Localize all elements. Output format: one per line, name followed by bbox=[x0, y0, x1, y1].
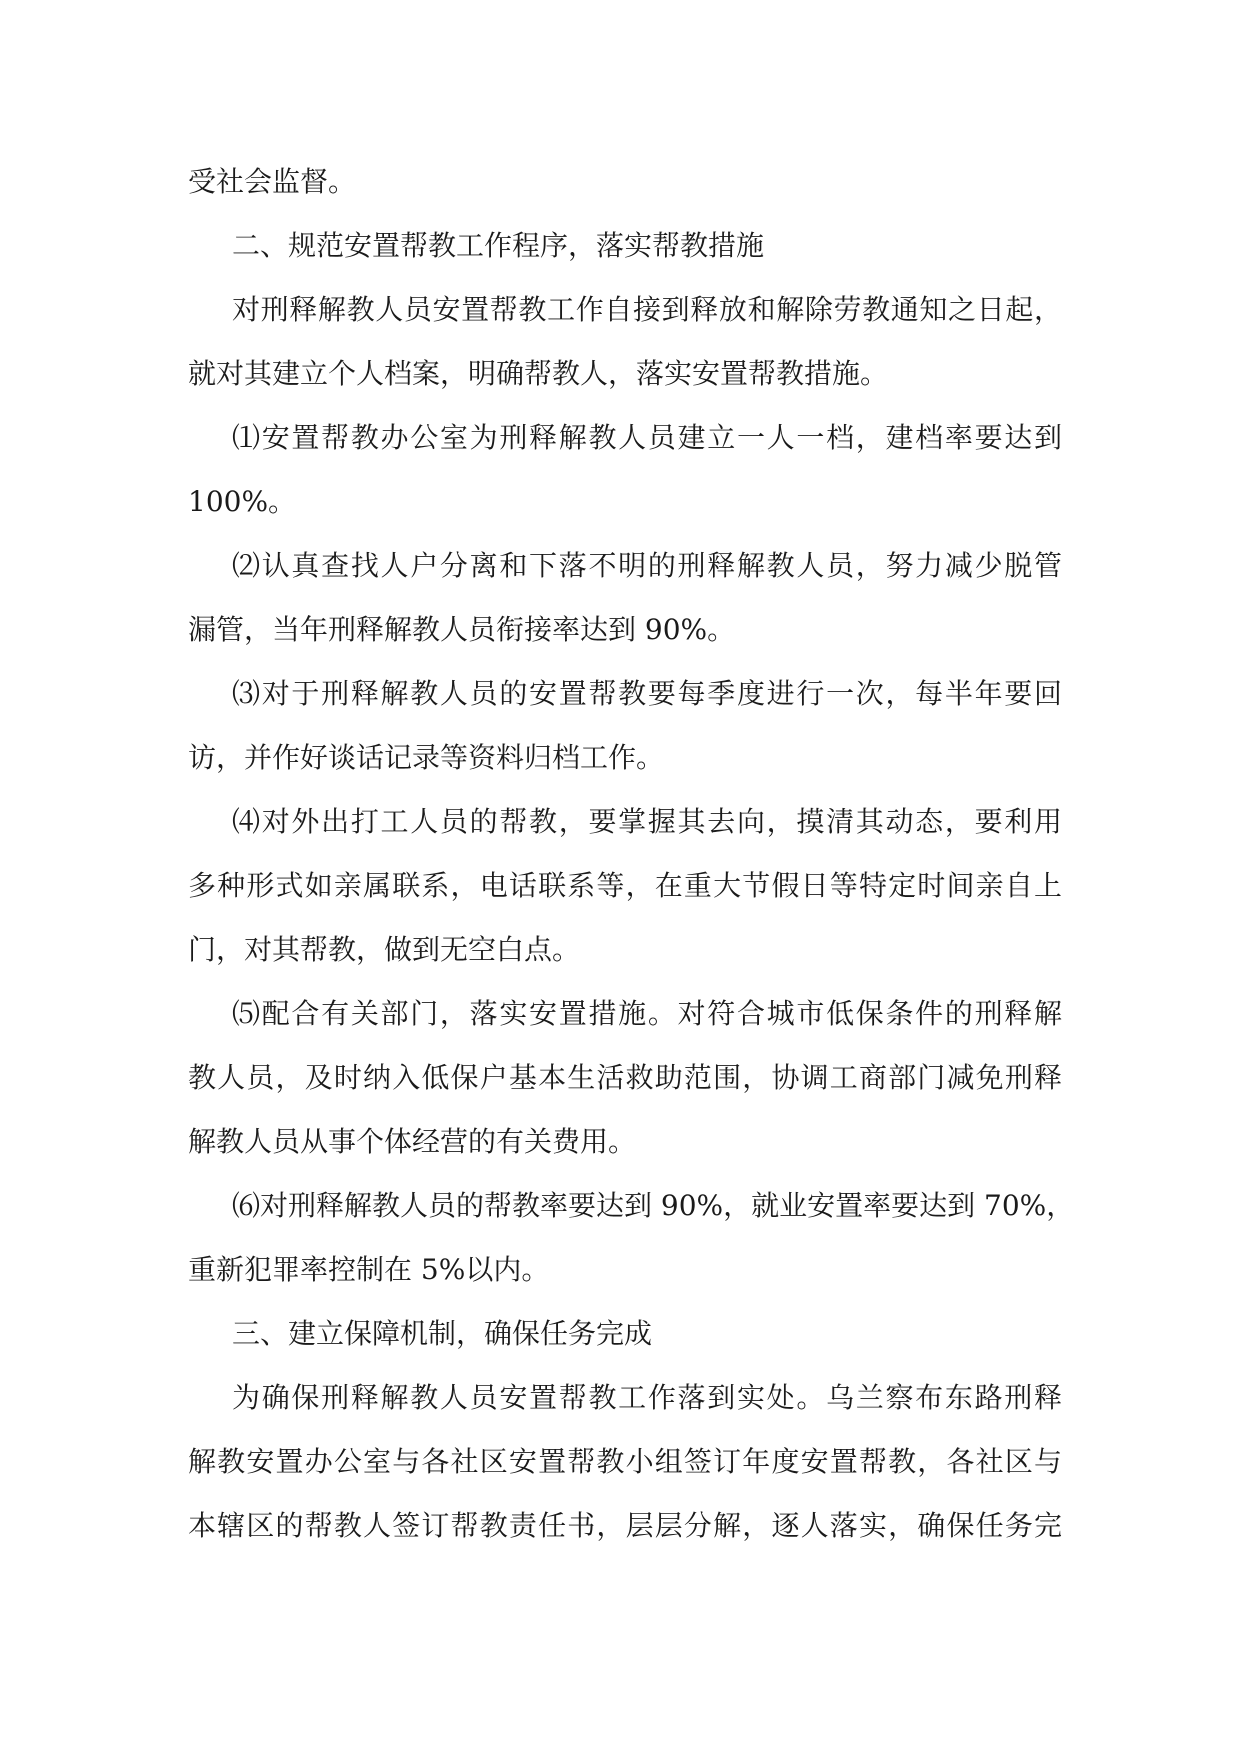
text-line: 本辖区的帮教人签订帮教责任书，层层分解，逐人落实，确保任务完 bbox=[188, 1509, 1062, 1542]
text-line: ⑴安置帮教办公室为刑释解教人员建立一人一档，建档率要达到 bbox=[232, 421, 1062, 454]
text-line: 重新犯罪率控制在 5%以内。 bbox=[188, 1253, 550, 1286]
text-line: 门，对其帮教，做到无空白点。 bbox=[188, 933, 581, 966]
text-line: 受社会监督。 bbox=[188, 165, 357, 198]
text-line: 对刑释解教人员安置帮教工作自接到释放和解除劳教通知之日起， bbox=[232, 293, 1062, 326]
text-line: 解教安置办公室与各社区安置帮教小组签订年度安置帮教，各社区与 bbox=[188, 1445, 1062, 1478]
document-body bbox=[188, 150, 1075, 1558]
text-line: 三、建立保障机制，确保任务完成 bbox=[232, 1317, 653, 1350]
text-line: 教人员，及时纳入低保户基本生活救助范围，协调工商部门减免刑释 bbox=[188, 1061, 1062, 1094]
text-line: 解教人员从事个体经营的有关费用。 bbox=[188, 1125, 637, 1158]
text-line: ⑹对刑释解教人员的帮教率要达到 90%，就业安置率要达到 70%， bbox=[232, 1189, 1075, 1222]
text-line: 访，并作好谈话记录等资料归档工作。 bbox=[188, 741, 665, 774]
text-line: ⑷对外出打工人员的帮教，要掌握其去向，摸清其动态，要利用 bbox=[232, 805, 1062, 838]
text-line: ⑸配合有关部门，落实安置措施。对符合城市低保条件的刑释解 bbox=[232, 997, 1062, 1030]
text-line: 就对其建立个人档案，明确帮教人，落实安置帮教措施。 bbox=[188, 357, 889, 390]
text-line: ⑶对于刑释解教人员的安置帮教要每季度进行一次，每半年要回 bbox=[232, 677, 1062, 710]
text-line: 为确保刑释解教人员安置帮教工作落到实处。乌兰察布东路刑释 bbox=[232, 1381, 1062, 1414]
text-line: 漏管，当年刑释解教人员衔接率达到 90%。 bbox=[188, 613, 736, 646]
text-line: 多种形式如亲属联系，电话联系等，在重大节假日等特定时间亲自上 bbox=[188, 869, 1062, 902]
text-line: 100%。 bbox=[188, 485, 297, 518]
text-line: 二、规范安置帮教工作程序，落实帮教措施 bbox=[232, 229, 765, 262]
text-line: ⑵认真查找人户分离和下落不明的刑释解教人员，努力减少脱管 bbox=[232, 549, 1062, 582]
